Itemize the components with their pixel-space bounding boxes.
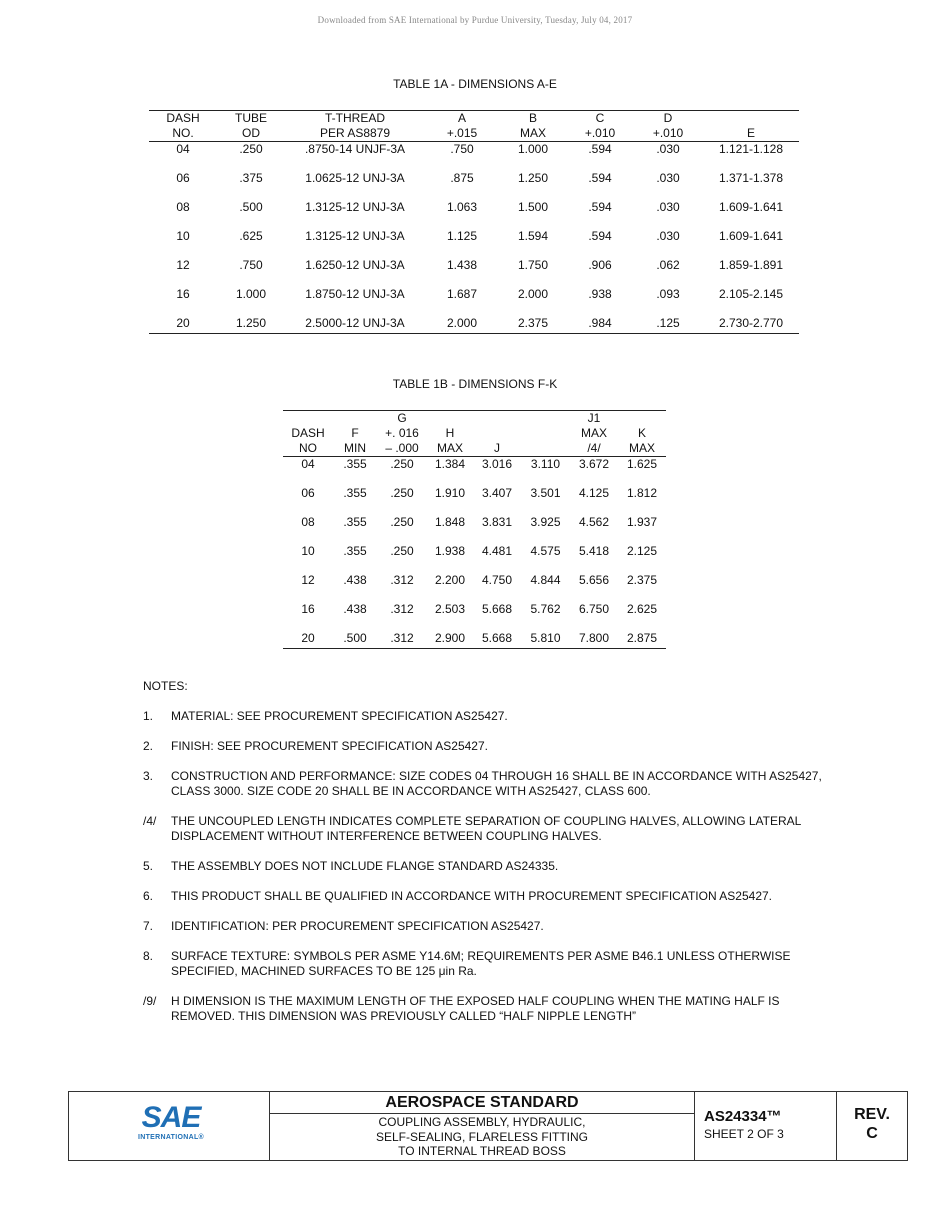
table-cell: 1.384 — [434, 457, 466, 471]
table-cell: J — [473, 441, 521, 457]
table-cell: 2.000 — [517, 287, 549, 301]
revision-cell — [837, 1092, 907, 1160]
table-row — [149, 229, 799, 258]
note-item — [143, 769, 843, 799]
table-cell: .355 — [343, 486, 367, 500]
table-cell: .312 — [377, 631, 427, 649]
table-cell: .938 — [588, 287, 612, 301]
table-cell: 3.925 — [530, 515, 561, 529]
note-text: IDENTIFICATION: PER PROCUREMENT SPECIFICATION AS25427. — [171, 919, 544, 933]
table-cell: 4.575 — [530, 544, 561, 558]
table-row — [149, 287, 799, 316]
description-line-1: COUPLING ASSEMBLY, HYDRAULIC, — [378, 1115, 586, 1129]
table-cell: NO — [283, 441, 333, 457]
table-cell: 2.730-2.770 — [703, 316, 799, 334]
table-cell: /4/ — [570, 441, 618, 457]
table-cell: 10 — [301, 544, 315, 558]
table-cell: .625 — [239, 229, 263, 243]
table-cell — [521, 426, 570, 441]
sheet-number: SHEET 2 OF 3 — [704, 1127, 784, 1141]
table-cell — [521, 441, 570, 457]
table-cell: 1.125 — [446, 229, 478, 243]
table-row — [283, 515, 666, 544]
table-cell: 1.609-1.641 — [718, 229, 784, 243]
revision-value: C — [866, 1125, 878, 1142]
table-cell: .030 — [656, 229, 680, 243]
note-number: 7. — [143, 919, 154, 933]
table-cell: K — [637, 426, 646, 440]
table-cell: 4.750 — [481, 573, 513, 587]
notes-section — [143, 679, 843, 1039]
table-cell: .906 — [588, 258, 612, 272]
table-cell: .250 — [390, 515, 414, 529]
table-cell: – .000 — [377, 441, 427, 457]
note-item — [143, 814, 843, 844]
table-cell: F — [351, 426, 359, 440]
table-cell: .594 — [588, 229, 612, 243]
table-cell: 2.375 — [626, 573, 658, 587]
document-cell — [695, 1092, 837, 1160]
title-cell — [270, 1092, 695, 1160]
note-item — [143, 859, 843, 874]
table-1a-header-row — [149, 111, 799, 127]
sae-logo-letters: SAE — [141, 1101, 201, 1134]
table-cell: .438 — [343, 573, 367, 587]
table-cell: .8750-14 UNJF-3A — [304, 142, 406, 156]
document-number: AS24334™ — [704, 1108, 782, 1125]
table-cell: 12 — [301, 573, 315, 587]
description-line-2: SELF-SEALING, FLARELESS FITTING — [375, 1129, 589, 1144]
table-cell: MAX — [618, 441, 666, 457]
table-cell: G — [377, 411, 427, 427]
table-cell: 2.875 — [618, 631, 666, 649]
table-cell: .750 — [239, 258, 263, 272]
note-item — [143, 919, 843, 934]
table-cell: C — [567, 111, 633, 127]
table-cell: A — [425, 111, 499, 127]
table-cell: 7.800 — [570, 631, 618, 649]
table-cell: 04 — [301, 457, 315, 471]
table-cell: 2.105-2.145 — [718, 287, 784, 301]
revision-block — [837, 1105, 907, 1143]
table-cell: .062 — [656, 258, 680, 272]
logo-cell — [69, 1092, 270, 1160]
table-1a — [149, 110, 799, 334]
table-cell: 4.844 — [530, 573, 561, 587]
notes-heading: NOTES: — [143, 679, 188, 693]
note-text: THE UNCOUPLED LENGTH INDICATES COMPLETE SEPARATION OF COUPLING HALVES, ALLOWING LATERAL DISPLACEMENT WITHOUT INTERFERENCE BETWEEN COUPLING HALVES. — [171, 814, 801, 843]
table-row — [149, 200, 799, 229]
table-cell: 1.910 — [434, 486, 466, 500]
table-cell: .500 — [239, 200, 263, 214]
table-cell: B — [499, 111, 567, 127]
table-cell: 06 — [301, 486, 315, 500]
note-number: 6. — [143, 889, 154, 903]
table-row — [283, 631, 666, 649]
table-cell: 1.121-1.128 — [718, 142, 784, 156]
table-cell: .030 — [656, 200, 680, 214]
table-cell: 1.438 — [446, 258, 478, 272]
table-cell: 08 — [176, 200, 190, 214]
table-cell: PER AS8879 — [285, 126, 425, 142]
table-cell: 1.594 — [517, 229, 549, 243]
description-line-3: TO INTERNAL THREAD BOSS — [398, 1144, 566, 1158]
note-number: /4/ — [143, 814, 157, 828]
table-cell: NO. — [149, 126, 217, 142]
table-cell: 1.6250-12 UNJ-3A — [305, 258, 405, 272]
revision-label: REV. — [854, 1106, 890, 1123]
standard-description — [270, 1114, 694, 1159]
table-cell: .355 — [343, 457, 367, 471]
table-cell: 5.656 — [578, 573, 610, 587]
table-cell: .250 — [390, 486, 414, 500]
table-cell: 5.668 — [473, 631, 521, 649]
note-text: FINISH: SEE PROCUREMENT SPECIFICATION AS25427. — [171, 739, 488, 753]
table-cell: J1 — [570, 411, 618, 427]
table-cell: 3.407 — [481, 486, 513, 500]
table-cell: 1.938 — [434, 544, 466, 558]
table-cell: .594 — [588, 171, 612, 185]
table-row — [283, 486, 666, 515]
table-cell: 1.371-1.378 — [718, 171, 784, 185]
table-cell: 16 — [301, 602, 315, 616]
table-cell: 12 — [176, 258, 190, 272]
table-cell: .355 — [343, 515, 367, 529]
table-cell: +.015 — [425, 126, 499, 142]
table-cell: .125 — [633, 316, 703, 334]
note-text: CONSTRUCTION AND PERFORMANCE: SIZE CODES 04 THROUGH 16 SHALL BE IN ACCORDANCE WITH AS25427, CLASS 3000. SIZE CODE 20 SHALL BE IN ACCORDANCE WITH AS25427, CLASS 600. — [171, 769, 822, 798]
table-row — [149, 142, 799, 172]
table-cell: 3.831 — [481, 515, 513, 529]
table-cell: 5.668 — [481, 602, 513, 616]
table-cell: 2.625 — [626, 602, 658, 616]
note-number: 1. — [143, 709, 154, 723]
table-cell: 5.762 — [530, 602, 561, 616]
table-row — [283, 573, 666, 602]
table-cell: 1.609-1.641 — [718, 200, 784, 214]
table-cell: D — [633, 111, 703, 127]
table-cell: .030 — [656, 142, 680, 156]
table-cell: 1.812 — [626, 486, 658, 500]
table-cell: E — [703, 126, 799, 142]
note-number: 5. — [143, 859, 154, 873]
table-cell: 2.5000-12 UNJ-3A — [285, 316, 425, 334]
note-item — [143, 889, 843, 904]
table-cell: MIN — [333, 441, 377, 457]
table-cell: .875 — [450, 171, 474, 185]
table-cell: 1.625 — [626, 457, 658, 471]
table-cell: 2.000 — [425, 316, 499, 334]
table-cell: 1.750 — [517, 258, 549, 272]
table-1b-title: TABLE 1B - DIMENSIONS F-K — [392, 377, 558, 391]
note-number: /9/ — [143, 994, 157, 1008]
table-cell — [283, 411, 333, 427]
table-cell: 4.125 — [578, 486, 610, 500]
table-cell — [521, 411, 570, 427]
table-1a-title: TABLE 1A - DIMENSIONS A-E — [393, 77, 557, 91]
note-text: MATERIAL: SEE PROCUREMENT SPECIFICATION AS25427. — [171, 709, 508, 723]
table-row — [149, 171, 799, 200]
table-cell: .500 — [333, 631, 377, 649]
sae-logo — [137, 1103, 205, 1141]
table-cell: OD — [217, 126, 285, 142]
table-cell: 1.063 — [446, 200, 478, 214]
table-row — [149, 316, 799, 334]
table-cell: .312 — [390, 602, 414, 616]
table-cell — [703, 111, 799, 127]
table-cell: 16 — [176, 287, 190, 301]
note-text: SURFACE TEXTURE: SYMBOLS PER ASME Y14.6M; REQUIREMENTS PER ASME B46.1 UNLESS OTHERWISE SPECIFIED, MACHINED SURFACES TO BE 125 μin Ra. — [171, 949, 791, 978]
note-text: H DIMENSION IS THE MAXIMUM LENGTH OF THE EXPOSED HALF COUPLING WHEN THE MATING HALF IS REMOVED. THIS DIMENSION WAS PREVIOUSLY CALLED “HALF NIPPLE LENGTH” — [171, 994, 780, 1023]
table-cell: 1.250 — [217, 316, 285, 334]
note-number: 3. — [143, 769, 154, 783]
table-cell: 3.016 — [481, 457, 513, 471]
table-cell — [618, 411, 666, 427]
table-cell: T-THREAD — [285, 111, 425, 127]
table-cell: 1.500 — [517, 200, 549, 214]
table-cell: 3.110 — [530, 457, 561, 471]
table-cell — [473, 411, 521, 427]
note-number: 2. — [143, 739, 154, 753]
standard-title: AEROSPACE STANDARD — [270, 1092, 694, 1114]
table-cell: 1.3125-12 UNJ-3A — [305, 200, 405, 214]
table-cell: 2.125 — [626, 544, 658, 558]
table-row — [283, 457, 666, 487]
table-cell: +.010 — [633, 126, 703, 142]
table-cell: 2.900 — [427, 631, 473, 649]
table-row — [283, 602, 666, 631]
table-cell: 1.848 — [434, 515, 466, 529]
table-cell: DASH — [291, 426, 325, 440]
table-cell: 3.501 — [530, 486, 561, 500]
table-cell: .984 — [567, 316, 633, 334]
table-row — [283, 544, 666, 573]
table-cell: 04 — [176, 142, 190, 156]
table-1b-header-row — [283, 411, 666, 427]
table-cell: .030 — [656, 171, 680, 185]
table-1b — [283, 410, 666, 649]
table-cell: 1.000 — [517, 142, 549, 156]
table-cell: 2.503 — [434, 602, 466, 616]
table-cell: .750 — [450, 142, 474, 156]
table-cell: 1.687 — [446, 287, 478, 301]
table-cell: DASH — [149, 111, 217, 127]
table-cell: 6.750 — [578, 602, 610, 616]
table-cell: 5.810 — [521, 631, 570, 649]
table-cell: 1.250 — [517, 171, 549, 185]
table-cell: 1.0625-12 UNJ-3A — [305, 171, 405, 185]
table-cell: 1.8750-12 UNJ-3A — [305, 287, 405, 301]
table-cell: 08 — [301, 515, 315, 529]
table-cell: .594 — [588, 200, 612, 214]
table-1b-header-row — [283, 426, 666, 441]
table-cell: .312 — [390, 573, 414, 587]
table-cell: .594 — [588, 142, 612, 156]
note-item — [143, 709, 843, 724]
table-cell: .250 — [390, 544, 414, 558]
table-cell: .375 — [239, 171, 263, 185]
table-cell: 10 — [176, 229, 190, 243]
table-cell — [333, 411, 377, 427]
table-1b-header-row — [283, 441, 666, 457]
sae-logo-subtitle: INTERNATIONAL® — [137, 1134, 204, 1141]
table-cell: .438 — [343, 602, 367, 616]
table-cell: .355 — [343, 544, 367, 558]
table-cell: 5.418 — [578, 544, 610, 558]
table-cell — [427, 411, 473, 427]
table-cell: 1.000 — [235, 287, 267, 301]
table-cell: TUBE — [217, 111, 285, 127]
table-cell: 1.3125-12 UNJ-3A — [305, 229, 405, 243]
table-cell: .250 — [239, 142, 263, 156]
table-cell: +.010 — [567, 126, 633, 142]
table-cell: H — [445, 426, 455, 440]
table-cell: 1.859-1.891 — [718, 258, 784, 272]
note-text: THE ASSEMBLY DOES NOT INCLUDE FLANGE STANDARD AS24335. — [171, 859, 559, 873]
table-cell — [473, 426, 521, 441]
table-cell: 20 — [149, 316, 217, 334]
table-1a-header-row — [149, 126, 799, 142]
table-cell: MAX — [427, 441, 473, 457]
table-cell: .250 — [390, 457, 414, 471]
note-text: THIS PRODUCT SHALL BE QUALIFIED IN ACCORDANCE WITH PROCUREMENT SPECIFICATION AS25427. — [171, 889, 773, 903]
note-item — [143, 949, 843, 979]
title-block — [68, 1091, 908, 1161]
table-cell: 4.562 — [578, 515, 610, 529]
table-cell: .093 — [656, 287, 680, 301]
table-cell: 2.375 — [499, 316, 567, 334]
table-cell: MAX — [580, 426, 607, 440]
table-cell: MAX — [499, 126, 567, 142]
note-item — [143, 739, 843, 754]
table-cell: 4.481 — [481, 544, 513, 558]
table-row — [149, 258, 799, 287]
table-cell: 06 — [176, 171, 190, 185]
table-cell: 2.200 — [434, 573, 466, 587]
table-cell: 1.937 — [626, 515, 658, 529]
table-cell: 3.672 — [578, 457, 610, 471]
download-watermark: Downloaded from SAE International by Purdue University, Tuesday, July 04, 2017 — [317, 15, 633, 25]
table-cell: 20 — [283, 631, 333, 649]
note-number: 8. — [143, 949, 154, 963]
note-item — [143, 994, 843, 1024]
table-cell: +. 016 — [385, 426, 419, 440]
